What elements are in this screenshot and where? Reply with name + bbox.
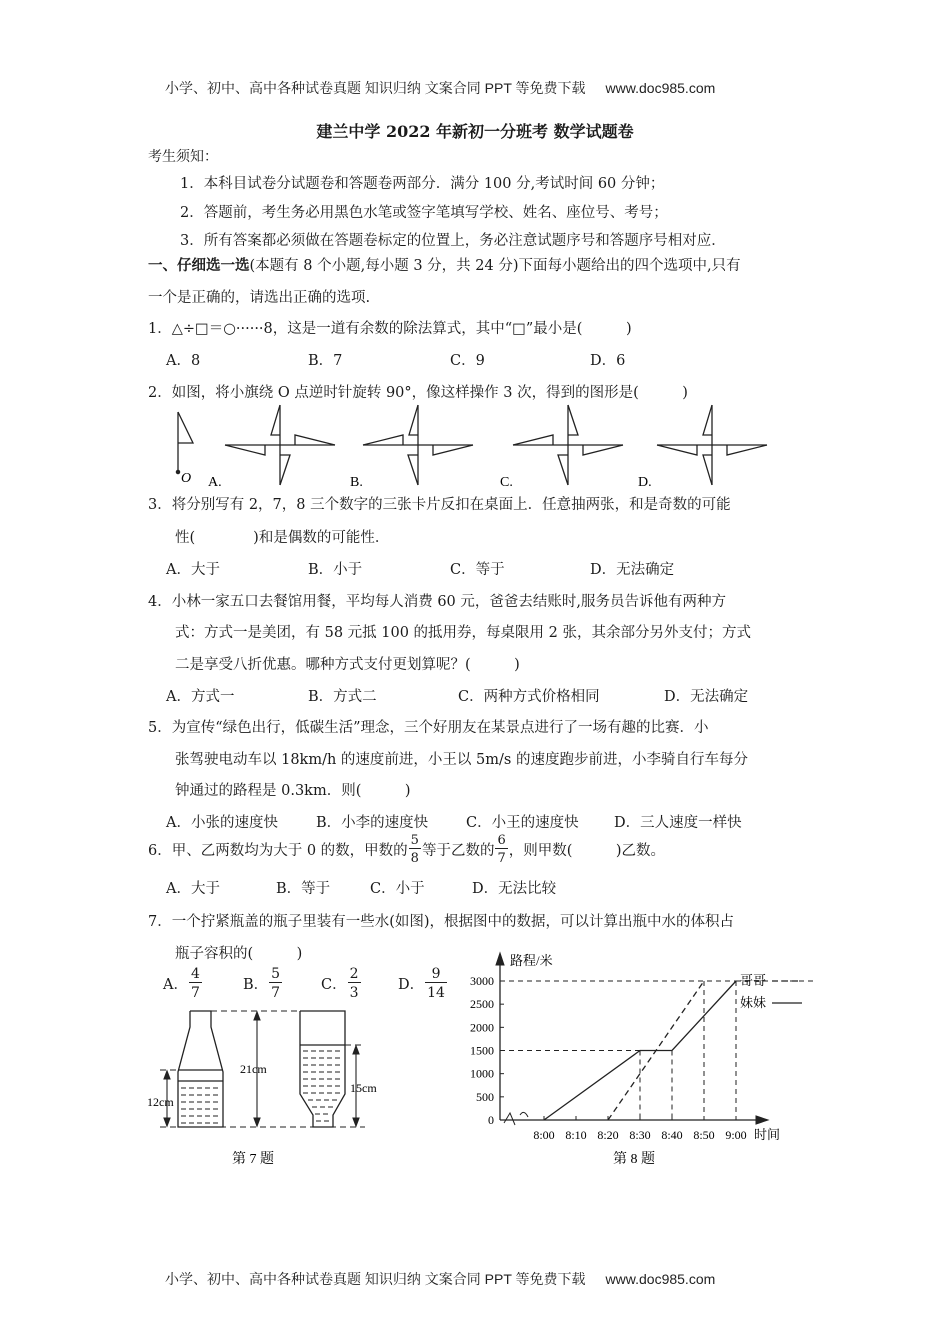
y-tick-label: 2000 <box>470 1020 494 1035</box>
question-7-figure <box>140 1005 470 1175</box>
denominator: 7 <box>497 851 506 866</box>
banner-text: 小学、初中、高中各种试卷真题 知识归纳 文案合同 PPT 等免费下载 <box>165 80 586 96</box>
axis-break-icon <box>504 1112 528 1125</box>
question-4-options <box>0 685 950 705</box>
question-5-line-2: 张驾驶电动车以 18km/h 的速度前进，小王以 5m/s 的速度跑步前进，小李骑自行车每分 <box>175 752 748 768</box>
x-tick-label: 8:10 <box>565 1128 587 1142</box>
y-tick-label: 1500 <box>470 1043 494 1058</box>
figure-8-caption: 第 8 题 <box>613 1152 655 1167</box>
option-b[interactable]: B．等于 <box>276 881 331 897</box>
x-axis-arrow <box>756 1116 768 1124</box>
option-a[interactable]: A．大于 <box>166 881 220 897</box>
x-tick-label: 8:30 <box>629 1128 651 1142</box>
option-b[interactable]: B．7 <box>308 353 343 369</box>
option-d[interactable]: D．无法比较 <box>472 881 557 897</box>
section-1-desc-2: 一个是正确的，请选出正确的选项. <box>148 290 371 306</box>
footer-banner <box>165 1269 715 1289</box>
option-b[interactable]: B．小于 <box>308 562 363 578</box>
option-d[interactable]: D．三人速度一样快 <box>614 815 742 831</box>
section-1-header <box>148 254 741 275</box>
option-c[interactable]: C．9 <box>450 353 485 369</box>
question-7-options <box>0 966 460 1006</box>
figure-option-a[interactable] <box>225 405 335 485</box>
section-1-desc: (本题有 8 个小题,每小题 3 分，共 24 分)下面每小题给出的四个选项中,只有 <box>249 258 741 274</box>
option-d[interactable]: D．无法确定 <box>590 562 675 578</box>
x-tick-label: 8:50 <box>693 1128 715 1142</box>
option-a[interactable]: A．大于 <box>166 562 220 578</box>
question-6-stem <box>148 833 665 866</box>
option-d[interactable]: D． $\frac{9}{14}$ <box>398 966 445 1001</box>
question-4-line-2: 式：方式一是美团，有 58 元抵 100 的抵用券，每桌限用 2 张，其余部分另外支付；方式 <box>175 625 752 641</box>
footer-url[interactable]: www.doc985.com <box>605 1271 716 1287</box>
y-tick-label: 0 <box>488 1113 494 1127</box>
y-tick-label: 2500 <box>470 997 494 1012</box>
header-banner <box>165 78 715 98</box>
option-b-label[interactable]: B. <box>350 475 363 490</box>
option-b[interactable]: B． $\frac{5}{7}$ <box>243 966 281 1001</box>
question-4-line-1: 4．小林一家五口去餐馆用餐，平均每人消费 60 元，爸爸去结账时,服务员告诉他有两种方 <box>148 594 726 610</box>
option-c[interactable]: C． $\frac{2}{3}$ <box>321 966 359 1001</box>
question-6-part-3: ，则甲数( )乙数。 <box>508 843 666 859</box>
inverted-bottle <box>300 1011 345 1127</box>
option-c[interactable]: C．小王的速度快 <box>466 815 579 831</box>
x-tick-label: 8:40 <box>661 1128 683 1142</box>
option-b[interactable]: B．方式二 <box>308 689 377 705</box>
notice-heading: 考生须知： <box>148 149 218 165</box>
option-c[interactable]: C．等于 <box>450 562 505 578</box>
option-d-label[interactable]: D. <box>638 475 652 490</box>
y-tick-label: 1000 <box>470 1066 494 1081</box>
option-a[interactable]: A．方式一 <box>166 689 235 705</box>
question-2-figures <box>150 400 790 495</box>
y-axis-label: 路程/米 <box>510 953 553 968</box>
figure-7-caption: 第 7 题 <box>232 1152 274 1167</box>
option-c[interactable]: C．两种方式价格相同 <box>458 689 600 705</box>
question-7-line-2: 瓶子容积的( ) <box>175 946 303 962</box>
question-8-chart <box>460 945 820 1175</box>
question-6-part-1: 6．甲、乙两数均为大于 0 的数，甲数的 <box>148 843 408 859</box>
question-5-line-1: 5．为宣传“绿色出行，低碳生活”理念，三个好朋友在某景点进行了一场有趣的比赛．小 <box>148 720 709 736</box>
option-a-label[interactable]: A. <box>208 475 222 490</box>
question-3-line-2: 性( )和是偶数的可能性． <box>175 530 390 546</box>
question-1-options <box>0 349 950 369</box>
question-3-options <box>0 558 950 578</box>
x-tick-label: 8:00 <box>533 1128 555 1142</box>
question-5-options <box>0 811 950 831</box>
water-height-label: 12cm <box>147 1095 174 1109</box>
option-c-label[interactable]: C. <box>500 475 513 490</box>
origin-label: O <box>181 471 192 486</box>
option-a[interactable]: A． $\frac{4}{7}$ <box>163 966 200 1001</box>
flag-figure <box>176 412 193 474</box>
fraction-5-8 <box>410 833 420 866</box>
question-3-line-1: 3．将分别写有 2，7，8 三个数字的三张卡片反扣在桌面上．任意抽两张，和是奇数的可能 <box>148 497 731 513</box>
section-1-heading: 一、仔细选一选 <box>148 257 250 274</box>
notice-item-3: 3．所有答案都必须做在答题卷标定的位置上，务必注意试题序号和答题序号相对应． <box>180 233 726 249</box>
x-tick-label: 9:00 <box>725 1128 747 1142</box>
option-a[interactable]: A．小张的速度快 <box>166 815 278 831</box>
banner-url[interactable]: www.doc985.com <box>605 80 716 96</box>
notice-item-2: 2．答题前，考生务必用黑色水笔或签字笔填写学校、姓名、座位号、考号； <box>180 205 668 221</box>
x-tick-label: 8:20 <box>597 1128 619 1142</box>
upright-bottle <box>178 1011 223 1127</box>
y-tick-label: 3000 <box>470 974 494 988</box>
figure-option-d[interactable] <box>657 405 767 485</box>
question-2-stem: 2．如图，将小旗绕 O 点逆时针旋转 90°，像这样操作 3 次，得到的图形是( ) <box>148 385 688 401</box>
page-title: 建兰中学 2022 年新初一分班考 数学试题卷 <box>316 122 634 141</box>
notice-item-1: 1．本科目试卷分试题卷和答题卷两部分．满分 100 分,考试时间 60 分钟； <box>180 176 665 192</box>
question-4-line-3: 二是享受八折优惠。哪种方式支付更划算呢？( ) <box>175 657 520 673</box>
option-a[interactable]: A．8 <box>166 353 201 369</box>
option-b[interactable]: B．小李的速度快 <box>316 815 429 831</box>
denominator: 8 <box>410 851 419 866</box>
option-d[interactable]: D．6 <box>590 353 626 369</box>
question-7-line-1: 7．一个拧紧瓶盖的瓶子里装有一些水(如图)，根据图中的数据，可以计算出瓶中水的体积占 <box>148 914 735 930</box>
question-1-stem: 1．△÷□＝○······8，这是一道有余数的除法算式，其中“□”最小是( ) <box>148 321 632 337</box>
legend-label: 妹妹 <box>740 995 767 1010</box>
numerator: 6 <box>497 833 506 848</box>
question-6-part-2: 等于乙数的 <box>421 843 495 859</box>
figure-option-b[interactable] <box>363 405 473 485</box>
question-5-line-3: 钟通过的路程是 0.3km．则( ) <box>175 783 411 799</box>
option-d[interactable]: D．无法确定 <box>664 689 749 705</box>
numerator: 5 <box>410 833 419 848</box>
fraction-6-7 <box>496 833 506 866</box>
y-tick-label: 500 <box>476 1089 494 1104</box>
legend-label: 哥哥 <box>740 973 767 988</box>
option-c[interactable]: C．小于 <box>370 881 425 897</box>
y-axis-arrow <box>496 953 504 965</box>
x-axis-label: 时间 <box>754 1127 781 1142</box>
figure-option-c[interactable] <box>513 405 623 485</box>
bottle-height-label: 21cm <box>240 1062 267 1076</box>
inverted-water-label: 15cm <box>350 1081 377 1095</box>
footer-text: 小学、初中、高中各种试卷真题 知识归纳 文案合同 PPT 等免费下载 <box>165 1271 586 1287</box>
question-6-options <box>0 877 950 897</box>
